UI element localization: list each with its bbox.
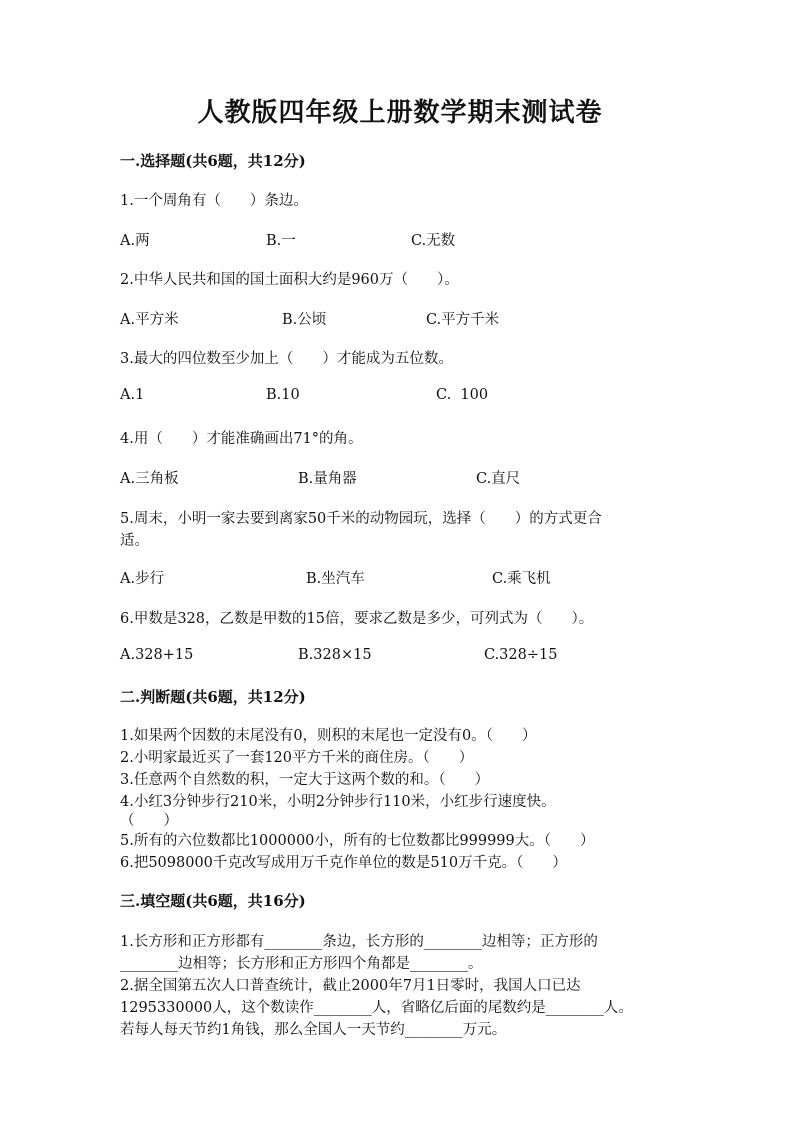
option-b: B.一 xyxy=(266,233,296,249)
question-text: 6.甲数是328，乙数是甲数的15倍，要求乙数是多少，可列式为（ ）。 xyxy=(120,611,594,627)
section-heading-judgement: 二.判断题(共6题，共12分) xyxy=(120,688,306,706)
judgement-line: （ ） xyxy=(120,813,178,829)
fill-line: 若每人每天节约1角钱，那么全国人一天节约________万元。 xyxy=(120,1022,507,1038)
question-text: 4.用（ ）才能准确画出71°的角。 xyxy=(120,431,363,447)
option-c: C.无数 xyxy=(411,233,456,249)
option-b: B.量角器 xyxy=(298,471,357,487)
fill-line: ________边相等；长方形和正方形四个角都是________。 xyxy=(120,956,483,972)
section-heading-choice: 一.选择题(共6题，共12分) xyxy=(120,152,306,170)
option-c: C.平方千米 xyxy=(426,312,500,328)
question-text-line2: 适。 xyxy=(120,533,149,549)
option-b: B.坐汽车 xyxy=(306,571,365,587)
judgement-line: 6.把5098000千克改写成用万千克作单位的数是510万千克。（ ） xyxy=(120,855,567,871)
question-text: 1.一个周角有（ ）条边。 xyxy=(120,193,308,209)
option-a: A.步行 xyxy=(120,571,165,587)
question-text: 2.中华人民共和国的国土面积大约是960万（ ）。 xyxy=(120,272,459,288)
option-a: A.1 xyxy=(120,387,145,403)
judgement-line: 3.任意两个自然数的积，一定大于这两个数的和。（ ） xyxy=(120,772,490,788)
option-b: B.328×15 xyxy=(298,647,372,663)
section-heading-fill: 三.填空题(共6题，共16分) xyxy=(120,892,306,910)
option-a: A.328+15 xyxy=(120,647,194,663)
option-b: B.公顷 xyxy=(282,312,327,328)
option-c: C.乘飞机 xyxy=(492,571,551,587)
option-c: C.直尺 xyxy=(476,471,521,487)
option-a: A.两 xyxy=(120,233,150,249)
fill-line: 2.据全国第五次人口普查统计，截止2000年7月1日零时，我国人口已达 xyxy=(120,978,581,994)
judgement-line: 2.小明家最近买了一套120平方千米的商住房。（ ） xyxy=(120,750,474,766)
option-a: A.平方米 xyxy=(120,312,179,328)
judgement-line: 5.所有的六位数都比1000000小，所有的七位数都比999999大。（ ） xyxy=(120,833,595,849)
option-b: B.10 xyxy=(266,387,300,403)
option-c: C. 100 xyxy=(436,387,489,403)
fill-line: 1.长方形和正方形都有________条边，长方形的________边相等；正方形的 xyxy=(120,934,598,950)
option-a: A.三角板 xyxy=(120,471,179,487)
option-c: C.328÷15 xyxy=(484,647,558,663)
page-title: 人教版四年级上册数学期末测试卷 xyxy=(197,98,603,128)
judgement-line: 4.小红3分钟步行210米，小明2分钟步行110米，小红步行速度快。 xyxy=(120,794,556,810)
fill-line: 1295330000人，这个数读作________人，省略亿后面的尾数约是________人。 xyxy=(120,1000,633,1016)
judgement-line: 1.如果两个因数的末尾没有0，则积的末尾也一定没有0。（ ） xyxy=(120,728,537,744)
question-text-line1: 5.周末，小明一家去要到离家50千米的动物园玩，选择（ ）的方式更合 xyxy=(120,511,602,527)
question-text: 3.最大的四位数至少加上（ ）才能成为五位数。 xyxy=(120,351,453,367)
